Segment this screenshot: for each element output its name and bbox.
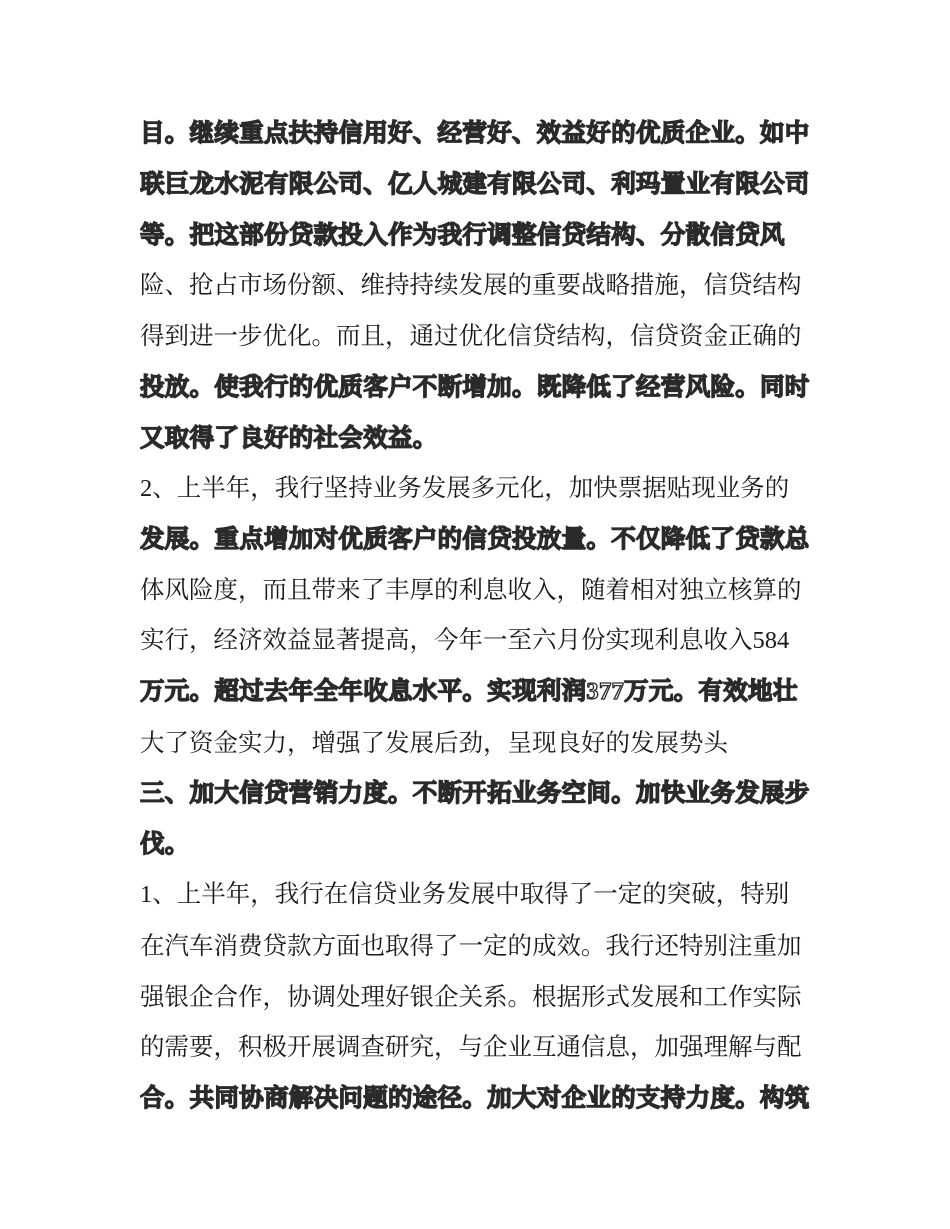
text-line: 等。把这部份贷款投入作为我行调整信贷结构、分散信贷风 (140, 219, 785, 249)
text-line: 合。共同协商解决问题的途径。加大对企业的支持力度。构筑 (140, 1083, 810, 1113)
text-line: 又取得了良好的社会效益。 (140, 422, 438, 452)
text-line: 联巨龙水泥有限公司、亿人城建有限公司、利玛置业有限公司 (140, 168, 810, 198)
text-line: 万元。超过去年全年收息水平。实现利润377万元。有效地壮 (140, 677, 798, 705)
text-line: 1、上半年，我行在信贷业务发展中取得了一定的突破，特别 (140, 880, 790, 908)
text-line: 得到进一步优化。而且，通过优化信贷结构，信贷资金正确的 (140, 321, 802, 351)
text-line: 体风险度，而且带来了丰厚的利息收入，随着相对独立核算的 (140, 575, 802, 605)
text-line: 目。继续重点扶持信用好、经营好、效益好的优质企业。如中 (140, 118, 810, 147)
text-line: 三、加大信贷营销力度。不断开拓业务空间。加快业务发展步 (140, 778, 810, 808)
text-line: 强银企合作，协调处理好银企关系。根据形式发展和工作实际 (140, 981, 802, 1011)
text-line: 的需要，积极开展调查研究，与企业互通信息，加强理解与配 (140, 1032, 802, 1062)
text-line: 在汽车消费贷款方面也取得了一定的成效。我行还特别注重加 (140, 930, 802, 960)
text-line: 投放。使我行的优质客户不断增加。既降低了经营风险。同时 (140, 371, 810, 401)
body-text (140, 108, 820, 1124)
text-line: 2、上半年，我行坚持业务发展多元化，加快票据贴现业务的 (140, 474, 790, 502)
text-line: 实行，经济效益显著提高，今年一至六月份实现利息收入584 (140, 626, 790, 654)
text-line: 大了资金实力，增强了发展后劲，呈现良好的发展势头 (140, 727, 728, 757)
text-line: 伐。 (140, 829, 190, 859)
text-line: 发展。重点增加对优质客户的信贷投放量。不仅降低了贷款总 (140, 524, 810, 554)
text-line: 险、抢占市场份额、维持持续发展的重要战略措施，信贷结构 (140, 270, 802, 300)
